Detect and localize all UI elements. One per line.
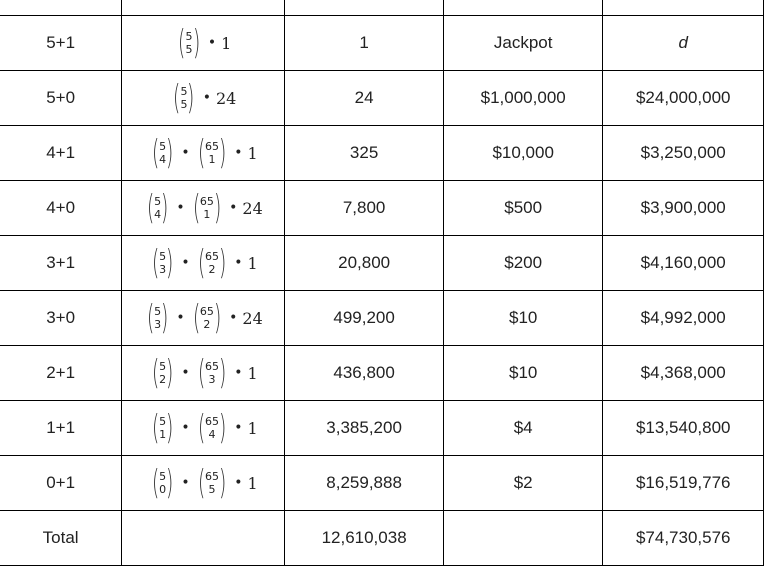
binomial-k: 4 bbox=[159, 153, 167, 166]
right-paren: ) bbox=[166, 243, 174, 283]
multiply-dot: • bbox=[181, 255, 190, 271]
footer-calculation bbox=[122, 511, 285, 566]
calculation-formula bbox=[175, 23, 232, 63]
cell-number-of-wins: 7,800 bbox=[285, 181, 444, 236]
binomial-k: 4 bbox=[208, 428, 216, 441]
right-paren: ) bbox=[218, 353, 227, 393]
binomial-coefficient bbox=[149, 408, 177, 448]
binomial-n: 5 bbox=[185, 30, 193, 43]
binomial-stack bbox=[200, 305, 214, 331]
table-row bbox=[0, 16, 764, 71]
binomial-n: 5 bbox=[180, 85, 188, 98]
binomial-coefficient bbox=[170, 78, 198, 118]
calculation-formula bbox=[149, 133, 258, 173]
left-paren: ( bbox=[146, 298, 155, 338]
left-paren: ( bbox=[192, 188, 200, 228]
binomial-n: 5 bbox=[159, 140, 167, 153]
right-paren: ) bbox=[218, 243, 227, 283]
binomial-coefficient bbox=[190, 188, 225, 228]
binomial-k: 1 bbox=[203, 208, 211, 221]
binomial-k: 0 bbox=[159, 483, 167, 496]
cell-type-of-win: 3+0 bbox=[0, 291, 122, 346]
multiplier: 24 bbox=[216, 88, 237, 108]
cell-total-winnings: $3,250,000 bbox=[603, 126, 764, 181]
cell-total-winnings: $24,000,000 bbox=[603, 71, 764, 126]
binomial-coefficient bbox=[195, 463, 230, 503]
binomial-n: 65 bbox=[204, 470, 219, 483]
left-paren: ( bbox=[151, 463, 160, 503]
table-row bbox=[0, 71, 764, 126]
cell-calculation bbox=[122, 71, 285, 126]
binomial-coefficient bbox=[149, 133, 177, 173]
table-row bbox=[0, 291, 764, 346]
table-header-row bbox=[0, 0, 764, 16]
cell-payout: $500 bbox=[443, 181, 603, 236]
cell-calculation bbox=[122, 456, 285, 511]
table-row bbox=[0, 456, 764, 511]
right-paren: ) bbox=[166, 463, 174, 503]
multiply-dot: • bbox=[181, 145, 190, 161]
binomial-coefficient bbox=[144, 298, 172, 338]
binomial-stack bbox=[186, 30, 193, 56]
left-paren: ( bbox=[146, 188, 155, 228]
binomial-k: 2 bbox=[203, 318, 211, 331]
binomial-coefficient bbox=[195, 353, 230, 393]
binomial-coefficient bbox=[175, 23, 203, 63]
right-paren: ) bbox=[213, 298, 222, 338]
cell-number-of-wins: 325 bbox=[285, 126, 444, 181]
calculation-formula bbox=[149, 353, 258, 393]
right-paren: ) bbox=[218, 408, 227, 448]
binomial-k: 3 bbox=[154, 318, 162, 331]
right-paren: ) bbox=[166, 408, 174, 448]
table-row bbox=[0, 181, 764, 236]
cell-number-of-wins: 436,800 bbox=[285, 346, 444, 401]
multiply-dot: • bbox=[229, 310, 238, 326]
binomial-stack bbox=[205, 415, 219, 441]
binomial-k: 1 bbox=[159, 428, 167, 441]
cell-calculation bbox=[122, 236, 285, 291]
binomial-n: 5 bbox=[159, 470, 167, 483]
binomial-n: 5 bbox=[159, 415, 167, 428]
cell-type-of-win: 4+1 bbox=[0, 126, 122, 181]
cell-number-of-wins: 20,800 bbox=[285, 236, 444, 291]
cell-number-of-wins: 3,385,200 bbox=[285, 401, 444, 456]
right-paren: ) bbox=[161, 188, 169, 228]
left-paren: ( bbox=[151, 408, 160, 448]
left-paren: ( bbox=[151, 133, 160, 173]
binomial-k: 4 bbox=[154, 208, 162, 221]
cell-total-winnings: $4,160,000 bbox=[603, 236, 764, 291]
cell-payout: $1,000,000 bbox=[443, 71, 603, 126]
cell-payout: $200 bbox=[443, 236, 603, 291]
cell-calculation bbox=[122, 126, 285, 181]
binomial-coefficient bbox=[195, 408, 230, 448]
binomial-n: 65 bbox=[199, 195, 214, 208]
binomial-n: 5 bbox=[154, 305, 162, 318]
right-paren: ) bbox=[187, 78, 195, 118]
cell-payout: $10,000 bbox=[443, 126, 603, 181]
binomial-n: 65 bbox=[204, 415, 219, 428]
cell-total-winnings: $13,540,800 bbox=[603, 401, 764, 456]
calculation-formula bbox=[149, 408, 258, 448]
multiply-dot: • bbox=[181, 475, 190, 491]
binomial-n: 65 bbox=[199, 305, 214, 318]
binomial-coefficient bbox=[149, 243, 177, 283]
right-paren: ) bbox=[213, 188, 222, 228]
multiply-dot: • bbox=[234, 420, 243, 436]
cell-payout: Jackpot bbox=[443, 16, 603, 71]
header-calculation bbox=[122, 0, 285, 16]
binomial-n: 65 bbox=[204, 250, 219, 263]
multiplier: 24 bbox=[242, 308, 263, 328]
cell-payout: $10 bbox=[443, 346, 603, 401]
calculation-formula bbox=[144, 188, 263, 228]
multiply-dot: • bbox=[207, 35, 217, 51]
multiply-dot: • bbox=[181, 420, 190, 436]
binomial-coefficient bbox=[195, 133, 230, 173]
cell-type-of-win: 4+0 bbox=[0, 181, 122, 236]
binomial-k: 1 bbox=[208, 153, 216, 166]
footer-payout bbox=[443, 511, 603, 566]
binomial-coefficient bbox=[149, 353, 177, 393]
binomial-stack bbox=[205, 360, 219, 386]
cell-type-of-win: 5+0 bbox=[0, 71, 122, 126]
cell-number-of-wins: 8,259,888 bbox=[285, 456, 444, 511]
cell-type-of-win: 2+1 bbox=[0, 346, 122, 401]
cell-total-winnings: $16,519,776 bbox=[603, 456, 764, 511]
binomial-coefficient bbox=[149, 463, 177, 503]
multiply-dot: • bbox=[181, 365, 190, 381]
multiply-dot: • bbox=[176, 310, 185, 326]
binomial-n: 5 bbox=[159, 250, 167, 263]
multiply-dot: • bbox=[234, 365, 243, 381]
binomial-k: 5 bbox=[180, 98, 188, 111]
multiplier: 1 bbox=[247, 143, 258, 163]
cell-number-of-wins: 24 bbox=[285, 71, 444, 126]
multiply-dot: • bbox=[234, 145, 243, 161]
calculation-formula bbox=[149, 243, 258, 283]
table-row bbox=[0, 236, 764, 291]
binomial-k: 5 bbox=[185, 43, 193, 56]
multiplier: 1 bbox=[247, 473, 258, 493]
right-paren: ) bbox=[218, 133, 227, 173]
table-row bbox=[0, 126, 764, 181]
binomial-stack bbox=[200, 195, 214, 221]
cell-total-winnings: d bbox=[603, 16, 764, 71]
cell-payout: $2 bbox=[443, 456, 603, 511]
cell-calculation bbox=[122, 181, 285, 236]
cell-total-winnings: $4,368,000 bbox=[603, 346, 764, 401]
header-number-of-wins bbox=[285, 0, 444, 16]
right-paren: ) bbox=[218, 463, 227, 503]
left-paren: ( bbox=[151, 243, 160, 283]
table-row bbox=[0, 401, 764, 456]
cell-payout: $4 bbox=[443, 401, 603, 456]
cell-type-of-win: 3+1 bbox=[0, 236, 122, 291]
binomial-n: 65 bbox=[204, 360, 219, 373]
footer-total-winnings: $74,730,576 bbox=[603, 511, 764, 566]
multiply-dot: • bbox=[229, 200, 238, 216]
right-paren: ) bbox=[161, 298, 169, 338]
cell-type-of-win: 1+1 bbox=[0, 401, 122, 456]
header-payout bbox=[443, 0, 603, 16]
left-paren: ( bbox=[197, 133, 205, 173]
cell-calculation bbox=[122, 401, 285, 456]
left-paren: ( bbox=[151, 353, 160, 393]
left-paren: ( bbox=[173, 78, 181, 118]
binomial-k: 3 bbox=[208, 373, 216, 386]
binomial-n: 5 bbox=[159, 360, 167, 373]
table-row bbox=[0, 346, 764, 401]
binomial-stack bbox=[205, 470, 219, 496]
binomial-stack bbox=[205, 140, 219, 166]
cell-type-of-win: 0+1 bbox=[0, 456, 122, 511]
binomial-coefficient bbox=[190, 298, 225, 338]
cell-calculation bbox=[122, 346, 285, 401]
binomial-coefficient bbox=[195, 243, 230, 283]
binomial-n: 5 bbox=[154, 195, 162, 208]
calculation-formula bbox=[170, 78, 237, 118]
binomial-k: 3 bbox=[159, 263, 167, 276]
right-paren: ) bbox=[166, 133, 174, 173]
multiply-dot: • bbox=[176, 200, 185, 216]
footer-total-wins: 12,610,038 bbox=[285, 511, 444, 566]
left-paren: ( bbox=[178, 23, 186, 63]
multiply-dot: • bbox=[234, 255, 243, 271]
multiplier: 1 bbox=[221, 33, 232, 53]
left-paren: ( bbox=[197, 408, 205, 448]
left-paren: ( bbox=[197, 243, 205, 283]
cell-type-of-win: 5+1 bbox=[0, 16, 122, 71]
multiplier: 24 bbox=[242, 198, 263, 218]
cell-total-winnings: $3,900,000 bbox=[603, 181, 764, 236]
multiplier: 1 bbox=[247, 363, 258, 383]
header-type-of-win bbox=[0, 0, 122, 16]
header-total-winnings bbox=[603, 0, 764, 16]
footer-label: Total bbox=[0, 511, 122, 566]
calculation-formula bbox=[149, 463, 258, 503]
left-paren: ( bbox=[197, 353, 205, 393]
binomial-k: 2 bbox=[208, 263, 216, 276]
binomial-n: 65 bbox=[204, 140, 219, 153]
multiply-dot: • bbox=[234, 475, 243, 491]
multiply-dot: • bbox=[202, 90, 211, 106]
binomial-k: 5 bbox=[208, 483, 216, 496]
binomial-stack bbox=[205, 250, 219, 276]
right-paren: ) bbox=[192, 23, 200, 63]
right-paren: ) bbox=[166, 353, 174, 393]
calculation-formula bbox=[144, 298, 263, 338]
cell-number-of-wins: 499,200 bbox=[285, 291, 444, 346]
table-footer-row bbox=[0, 511, 764, 566]
cell-calculation bbox=[122, 16, 285, 71]
binomial-k: 2 bbox=[159, 373, 167, 386]
left-paren: ( bbox=[192, 298, 200, 338]
cell-calculation bbox=[122, 291, 285, 346]
left-paren: ( bbox=[197, 463, 205, 503]
multiplier: 1 bbox=[247, 418, 258, 438]
cell-total-winnings: $4,992,000 bbox=[603, 291, 764, 346]
cell-number-of-wins: 1 bbox=[285, 16, 444, 71]
cell-payout: $10 bbox=[443, 291, 603, 346]
binomial-coefficient bbox=[144, 188, 172, 228]
multiplier: 1 bbox=[247, 253, 258, 273]
